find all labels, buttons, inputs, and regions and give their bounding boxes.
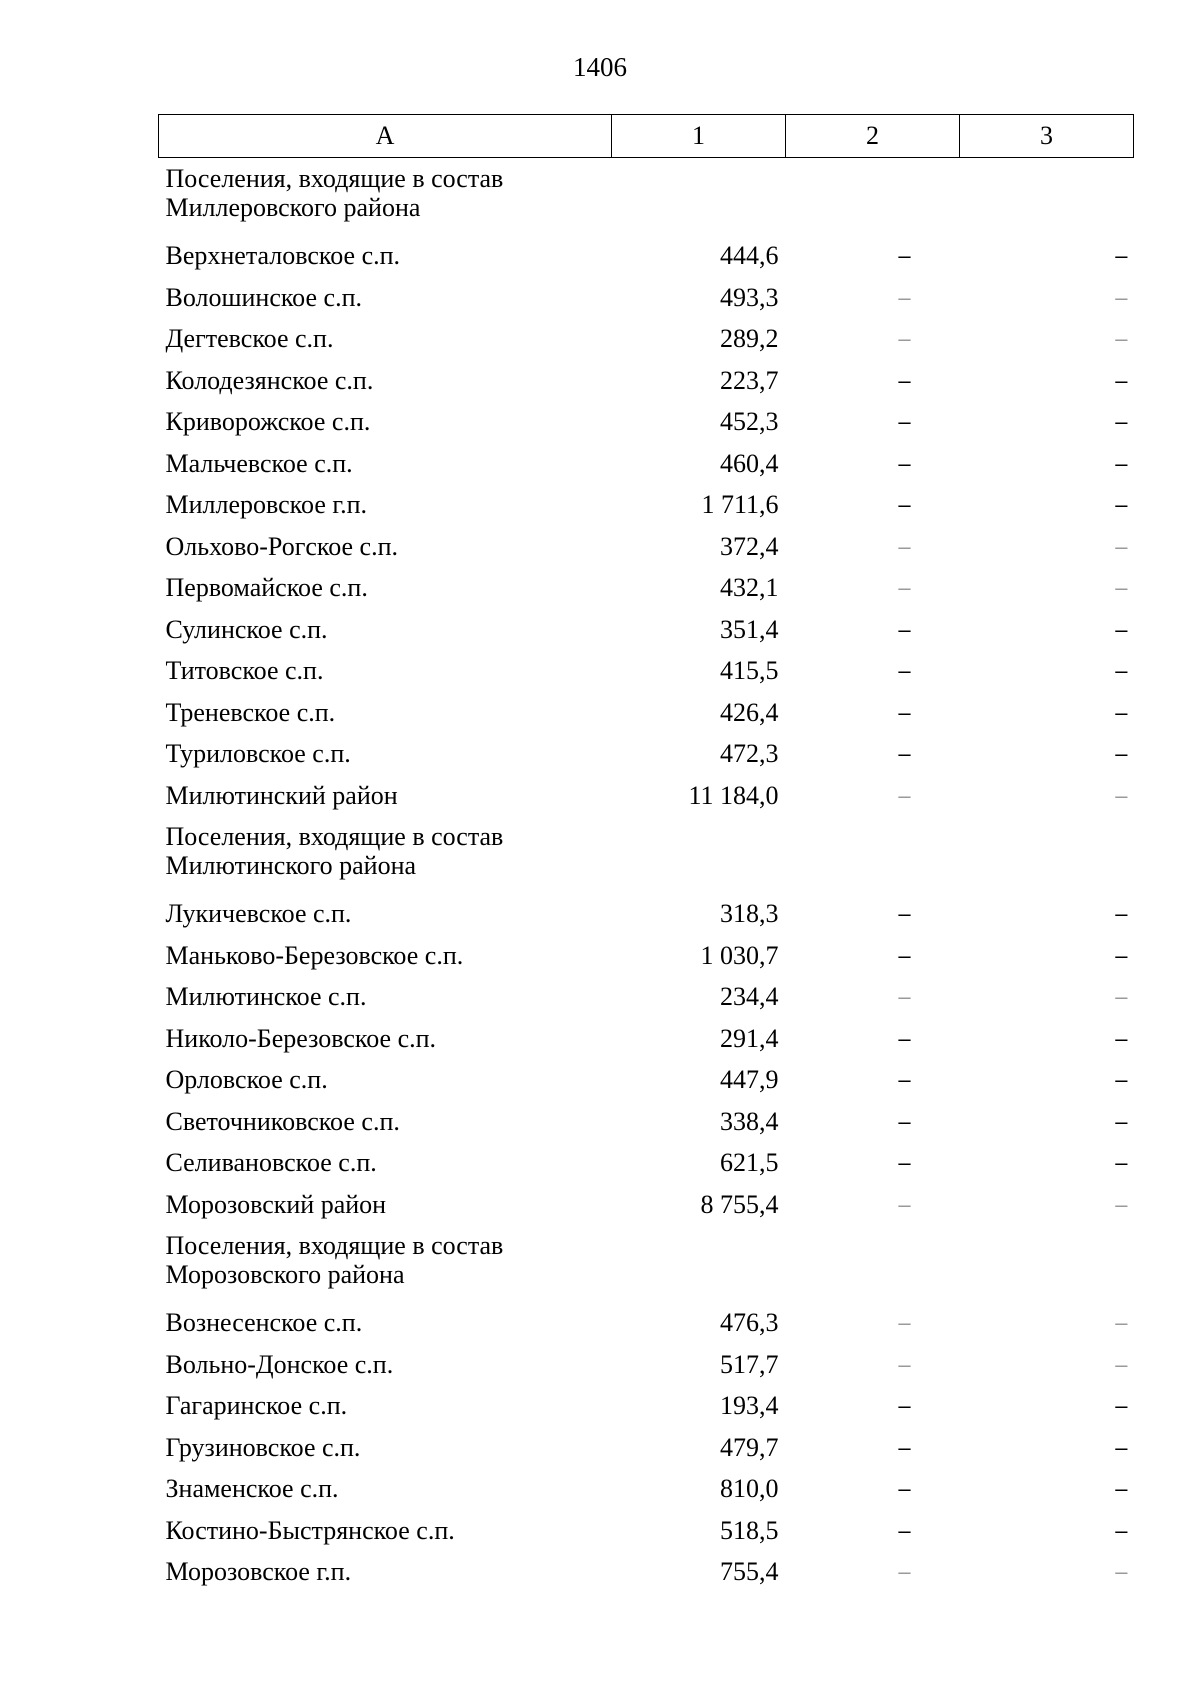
value-col-2	[786, 1142, 960, 1184]
table-row	[159, 893, 1134, 935]
value-col-3: –	[1115, 243, 1128, 268]
settlement-name: Орловское с.п.	[165, 1065, 328, 1094]
settlement-name: Титовское с.п.	[165, 656, 324, 685]
settlement-name: Вольно-Донское с.п.	[165, 1349, 394, 1379]
settlement-name: Вознесенское с.п.	[165, 1308, 363, 1337]
value-col-2	[786, 443, 960, 485]
group-heading-row	[159, 816, 1134, 893]
value-col-1: 432,1	[720, 573, 779, 602]
value-col-2	[786, 1018, 960, 1060]
value-col-3: –	[1115, 1191, 1128, 1217]
value-col-3: –	[1115, 1517, 1128, 1543]
table-row	[159, 318, 1134, 360]
dash-col-2: –	[898, 533, 911, 559]
dash-col-2: –	[898, 1434, 911, 1460]
value-col-3: –	[1115, 984, 1128, 1009]
value-col-1: 415,5	[720, 656, 779, 685]
settlement-name: Милютинское с.п.	[165, 982, 367, 1011]
value-col-1: 289,2	[720, 324, 779, 353]
value-col-1: 426,4	[720, 697, 779, 727]
table-row	[159, 401, 1134, 443]
value-col-2	[786, 277, 960, 319]
value-col-1: 452,3	[720, 407, 779, 436]
empty-cell	[960, 158, 1134, 236]
value-col-3: –	[1115, 492, 1128, 517]
value-col-2	[786, 401, 960, 443]
value-col-2	[786, 1059, 960, 1101]
table-row	[159, 692, 1134, 734]
table-header	[159, 115, 1134, 158]
table-row	[159, 484, 1134, 526]
value-col-2	[786, 1184, 960, 1226]
table-row	[159, 1385, 1134, 1427]
header-col-a: А	[159, 115, 612, 158]
value-col-2	[786, 976, 960, 1018]
table-row	[159, 1510, 1134, 1552]
value-col-1: 518,5	[720, 1515, 779, 1545]
dash-col-2: –	[898, 901, 911, 926]
value-col-2	[786, 1344, 960, 1386]
dash-col-2: –	[898, 326, 911, 351]
value-col-3: –	[1115, 409, 1128, 434]
dash-col-2: –	[898, 741, 911, 766]
value-col-2	[786, 1101, 960, 1143]
value-col-3: –	[1115, 284, 1128, 310]
value-col-1: 479,7	[720, 1432, 779, 1462]
value-col-3: –	[1115, 1108, 1128, 1134]
value-col-1: 460,4	[720, 448, 779, 478]
value-col-1: 447,9	[720, 1065, 779, 1094]
value-col-1: 193,4	[720, 1391, 779, 1420]
value-col-3: –	[1115, 901, 1128, 926]
value-col-3: –	[1115, 782, 1128, 808]
dash-col-2: –	[898, 1517, 911, 1543]
group-heading: Поселения, входящие в состав Милютинского района	[165, 822, 504, 880]
settlement-name: Лукичевское с.п.	[165, 899, 352, 928]
dash-col-2: –	[898, 942, 911, 968]
dash-col-2: –	[898, 492, 911, 517]
value-col-3: –	[1115, 1025, 1128, 1051]
header-col-3: 3	[960, 115, 1134, 158]
dash-col-2: –	[898, 699, 911, 725]
table-row	[159, 1142, 1134, 1184]
table-row	[159, 235, 1134, 277]
settlement-name: Светочниковское с.п.	[165, 1106, 400, 1136]
value-col-2	[786, 484, 960, 526]
table-row	[159, 935, 1134, 977]
value-col-2	[786, 1468, 960, 1510]
table-row	[159, 609, 1134, 651]
value-col-1: 1 711,6	[701, 490, 779, 519]
value-col-3: –	[1115, 533, 1128, 559]
group-heading-row	[159, 1225, 1134, 1302]
empty-cell	[960, 816, 1134, 893]
settlement-name: Морозовское г.п.	[165, 1557, 352, 1586]
table-row	[159, 360, 1134, 402]
table-row	[159, 1302, 1134, 1344]
value-col-1: 318,3	[720, 899, 779, 928]
value-col-2	[786, 526, 960, 568]
settlement-name: Гагаринское с.п.	[165, 1391, 348, 1420]
value-col-2	[786, 650, 960, 692]
value-col-2	[786, 1427, 960, 1469]
value-col-1: 1 030,7	[700, 940, 779, 970]
value-col-1: 517,7	[720, 1349, 779, 1379]
value-col-1: 291,4	[720, 1023, 779, 1053]
value-col-2	[786, 1385, 960, 1427]
value-col-1: 11 184,0	[688, 780, 779, 810]
settlement-name: Милютинский район	[165, 780, 398, 810]
settlement-name: Грузиновское с.п.	[165, 1432, 361, 1462]
value-col-3: –	[1115, 942, 1128, 968]
value-col-3: –	[1115, 450, 1128, 476]
value-col-2	[786, 235, 960, 277]
page-number-container	[0, 50, 1200, 90]
settlement-name: Знаменское с.п.	[165, 1474, 339, 1503]
dash-col-2: –	[898, 409, 911, 434]
dash-col-2: –	[898, 1108, 911, 1134]
dash-col-2: –	[898, 1351, 911, 1377]
value-col-1: 444,6	[720, 241, 779, 270]
dash-col-2: –	[898, 984, 911, 1009]
settlement-name: Ольхово-Рогское с.п.	[165, 531, 399, 561]
value-col-3: –	[1115, 741, 1128, 766]
dash-col-2: –	[898, 1476, 911, 1501]
value-col-2	[786, 775, 960, 817]
settlement-name: Дегтевское с.п.	[165, 324, 334, 353]
value-col-1: 372,4	[720, 531, 779, 561]
value-col-2	[786, 1510, 960, 1552]
settlement-name: Треневское с.п.	[165, 697, 336, 727]
table-row	[159, 526, 1134, 568]
dash-col-2: –	[898, 1025, 911, 1051]
table-row	[159, 567, 1134, 609]
table-row	[159, 1551, 1134, 1593]
value-col-3: –	[1115, 1310, 1128, 1335]
value-col-3: –	[1115, 1559, 1128, 1584]
empty-cell	[786, 816, 960, 893]
header-row	[159, 115, 1134, 158]
value-col-1: 472,3	[720, 739, 779, 768]
page-number: 1406	[573, 52, 627, 82]
header-col-2: 2	[786, 115, 960, 158]
table-row	[159, 1184, 1134, 1226]
table-row	[159, 733, 1134, 775]
settlement-name: Волошинское с.п.	[165, 282, 362, 312]
value-col-2	[786, 1551, 960, 1593]
value-col-2	[786, 318, 960, 360]
settlement-name: Миллеровское г.п.	[165, 490, 367, 519]
value-col-2	[786, 935, 960, 977]
table-row	[159, 1344, 1134, 1386]
group-heading: Поселения, входящие в состав Миллеровского района	[165, 164, 504, 222]
table-row	[159, 277, 1134, 319]
dash-col-2: –	[898, 1191, 911, 1217]
settlement-name: Туриловское с.п.	[165, 739, 351, 768]
value-col-3: –	[1115, 575, 1128, 600]
value-col-3: –	[1115, 1351, 1128, 1377]
settlement-name: Николо-Березовское с.п.	[165, 1023, 437, 1053]
dash-col-2: –	[898, 658, 911, 683]
value-col-1: 223,7	[720, 365, 779, 395]
table-row	[159, 1059, 1134, 1101]
dash-col-2: –	[898, 616, 911, 642]
dash-col-2: –	[898, 450, 911, 476]
settlement-name: Колодезянское с.п.	[165, 365, 374, 395]
group-heading: Поселения, входящие в состав Морозовского района	[165, 1231, 504, 1289]
settlement-name: Мальчевское с.п.	[165, 448, 353, 478]
value-col-2	[786, 893, 960, 935]
value-col-3: –	[1115, 616, 1128, 642]
table-body	[159, 158, 1134, 1593]
empty-cell	[612, 816, 786, 893]
empty-cell	[786, 1225, 960, 1302]
table-row	[159, 1468, 1134, 1510]
value-col-1: 338,4	[720, 1106, 779, 1136]
value-col-1: 351,4	[720, 614, 779, 644]
table-row	[159, 1101, 1134, 1143]
dash-col-2: –	[898, 284, 911, 310]
settlement-name: Костино-Быстрянское с.п.	[165, 1515, 455, 1545]
value-col-1: 755,4	[720, 1557, 779, 1586]
table-row	[159, 976, 1134, 1018]
value-col-1: 476,3	[720, 1308, 779, 1337]
value-col-3: –	[1115, 326, 1128, 351]
empty-cell	[612, 158, 786, 236]
value-col-1: 810,0	[720, 1474, 779, 1503]
dash-col-2: –	[898, 1310, 911, 1335]
dash-col-2: –	[898, 1150, 911, 1175]
settlement-name: Верхнеталовское с.п.	[165, 241, 401, 270]
value-col-3: –	[1115, 367, 1128, 393]
settlement-name: Криворожское с.п.	[165, 407, 371, 436]
settlement-name: Сулинское с.п.	[165, 614, 328, 644]
value-col-3: –	[1115, 658, 1128, 683]
group-heading-row	[159, 158, 1134, 236]
dash-col-2: –	[898, 1067, 911, 1092]
value-col-1: 493,3	[720, 282, 779, 312]
value-col-1: 8 755,4	[700, 1189, 779, 1219]
dash-col-2: –	[898, 243, 911, 268]
value-col-2	[786, 567, 960, 609]
value-col-3: –	[1115, 1476, 1128, 1501]
table-row	[159, 650, 1134, 692]
value-col-3: –	[1115, 1393, 1128, 1418]
settlement-name: Морозовский район	[165, 1189, 387, 1219]
data-table	[158, 114, 1134, 1593]
value-col-3: –	[1115, 699, 1128, 725]
settlement-name: Селивановское с.п.	[165, 1148, 377, 1177]
empty-cell	[612, 1225, 786, 1302]
value-col-3: –	[1115, 1434, 1128, 1460]
value-col-1: 234,4	[720, 982, 779, 1011]
table-row	[159, 443, 1134, 485]
dash-col-2: –	[898, 1559, 911, 1584]
dash-col-2: –	[898, 782, 911, 808]
header-col-1: 1	[612, 115, 786, 158]
dash-col-2: –	[898, 367, 911, 393]
empty-cell	[786, 158, 960, 236]
dash-col-2: –	[898, 1393, 911, 1418]
value-col-2	[786, 733, 960, 775]
table-row	[159, 775, 1134, 817]
table-row	[159, 1018, 1134, 1060]
table-row	[159, 1427, 1134, 1469]
value-col-3: –	[1115, 1067, 1128, 1092]
empty-cell	[960, 1225, 1134, 1302]
value-col-2	[786, 609, 960, 651]
value-col-2	[786, 692, 960, 734]
dash-col-2: –	[898, 575, 911, 600]
value-col-2	[786, 360, 960, 402]
settlement-name: Первомайское с.п.	[165, 573, 368, 602]
settlement-name: Маньково-Березовское с.п.	[165, 940, 464, 970]
value-col-2	[786, 1302, 960, 1344]
value-col-1: 621,5	[720, 1148, 779, 1177]
value-col-3: –	[1115, 1150, 1128, 1175]
